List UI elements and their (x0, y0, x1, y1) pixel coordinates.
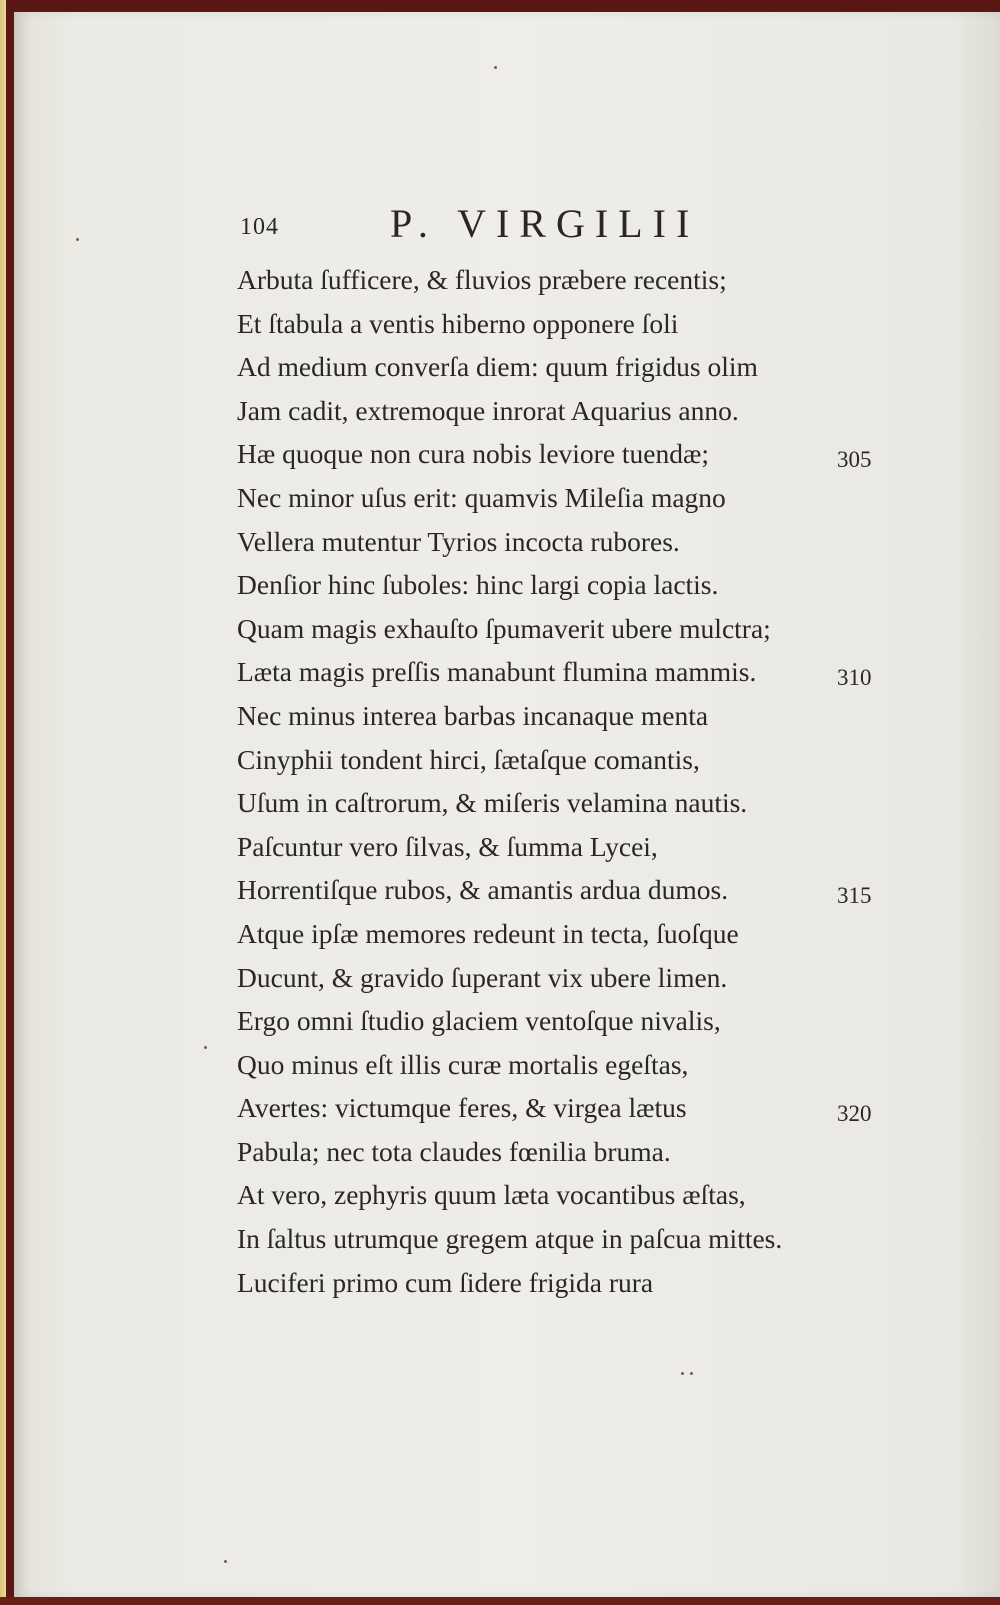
verse-text: Jam cadit, extremoque inrorat Aquarius anno. (237, 394, 739, 426)
verse-line (237, 258, 877, 302)
verse-line (237, 563, 877, 607)
page-number: 104 (240, 214, 279, 240)
verse-text: In ſaltus utrumque gregem atque in paſcua mittes. (237, 1223, 783, 1255)
verse-line (237, 389, 877, 433)
paper-speck (690, 1372, 693, 1375)
verse-text: Cinyphii tondent hirci, ſætaſque comantis, (237, 743, 700, 775)
verse-text: Luciferi primo cum ſidere frigida rura (237, 1266, 654, 1298)
page-bottom-edge (0, 1597, 1000, 1605)
verse-text: Quam magis exhauſto ſpumaverit ubere mulctra; (237, 612, 771, 644)
verse-line (237, 1173, 877, 1217)
verse-text: Horrentiſque rubos, & amantis ardua dumos. (237, 874, 729, 906)
verse-text: Læta magis preſſis manabunt flumina mammis. (237, 656, 757, 688)
verse-line-number: 315 (837, 883, 872, 909)
verse-text: Avertes: victumque feres, & virgea lætus (237, 1092, 687, 1124)
verse-line (237, 694, 877, 738)
verse-line (237, 345, 877, 389)
verse-text: Denſior hinc ſuboles: hinc largi copia lactis. (237, 569, 719, 601)
verse-block (237, 258, 877, 1304)
verse-text: Hæ quoque non cura nobis leviore tuendæ; (237, 438, 709, 470)
verse-line (237, 738, 877, 782)
verse-text: Vellera mutentur Tyrios incocta rubores. (237, 525, 680, 557)
verse-line (237, 956, 877, 1000)
verse-line (237, 912, 877, 956)
verse-line-number: 305 (837, 447, 872, 473)
verse-text: Nec minus interea barbas incanaque menta (237, 699, 709, 731)
verse-line (237, 302, 877, 346)
paper-speck (494, 66, 497, 69)
verse-line-number: 320 (837, 1101, 872, 1127)
verse-text: Paſcuntur vero ſilvas, & ſumma Lycei, (237, 830, 658, 862)
verse-text: Arbuta ſufficere, & fluvios præbere recentis; (237, 264, 727, 295)
paper-speck (224, 1560, 227, 1563)
verse-text: Nec minor uſus erit: quamvis Mileſia magno (237, 481, 726, 513)
verse-text: Et ſtabula a ventis hiberno opponere ſoli (237, 307, 679, 339)
verse-text: Pabula; nec tota claudes fœnilia bruma. (237, 1135, 671, 1167)
verse-text: At vero, zephyris quum læta vocantibus æſtas, (237, 1179, 746, 1211)
verse-line (237, 825, 877, 869)
verse-line (237, 868, 877, 912)
running-title: P. VIRGILII (390, 201, 700, 246)
verse-line (237, 520, 877, 564)
verse-line (237, 476, 877, 520)
verse-text: Uſum in caſtrorum, & miſeris velamina nautis. (237, 787, 748, 819)
verse-text: Atque ipſæ memores redeunt in tecta, ſuoſque (237, 917, 739, 949)
verse-line (237, 432, 877, 476)
verse-text: Ergo omni ſtudio glaciem ventoſque nivalis, (237, 1005, 721, 1037)
running-head (240, 200, 840, 250)
verse-text: Ducunt, & gravido ſuperant vix ubere limen. (237, 961, 728, 993)
verse-text: Quo minus eſt illis curæ mortalis egeſtas, (237, 1048, 689, 1080)
verse-line (237, 1086, 877, 1130)
verse-line (237, 781, 877, 825)
verse-line (237, 1261, 877, 1305)
page-gilt-edge (0, 0, 6, 1605)
verse-line-number: 310 (837, 665, 872, 691)
paper-speck (204, 1046, 207, 1049)
verse-line (237, 607, 877, 651)
verse-line (237, 1043, 877, 1087)
verse-line (237, 650, 877, 694)
verse-line (237, 999, 877, 1043)
verse-line (237, 1217, 877, 1261)
verse-text: Ad medium converſa diem: quum frigidus olim (237, 351, 758, 383)
paper-speck (76, 238, 79, 241)
paper-speck (681, 1372, 684, 1375)
verse-line (237, 1130, 877, 1174)
